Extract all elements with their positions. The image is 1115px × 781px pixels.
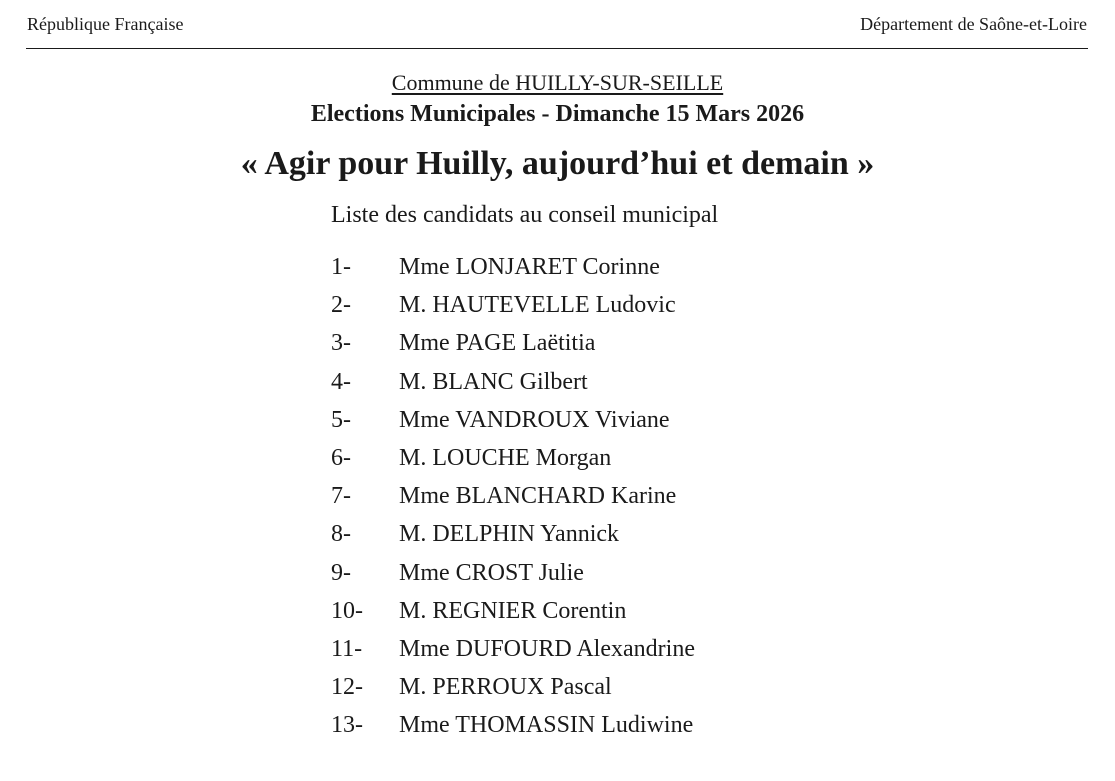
candidate-number: 8- bbox=[331, 521, 351, 548]
candidate-item bbox=[331, 292, 695, 330]
header-divider bbox=[26, 48, 1088, 49]
candidate-name: Mme VANDROUX Viviane bbox=[399, 406, 670, 433]
candidate-item bbox=[331, 483, 695, 521]
candidate-item bbox=[331, 369, 695, 407]
commune-title: Commune de HUILLY-SUR-SEILLE bbox=[391, 70, 724, 95]
candidate-item bbox=[331, 598, 695, 636]
candidate-number: 12- bbox=[331, 674, 363, 701]
candidate-number: 9- bbox=[331, 559, 351, 586]
candidate-number: 6- bbox=[331, 444, 351, 471]
candidate-number: 2- bbox=[331, 292, 351, 319]
candidates-list-title: Liste des candidats au conseil municipal bbox=[331, 202, 719, 228]
candidate-number: 1- bbox=[331, 254, 351, 280]
candidate-item bbox=[331, 521, 695, 559]
candidate-name: M. DELPHIN Yannick bbox=[399, 521, 620, 548]
candidate-item bbox=[331, 674, 695, 712]
candidate-number: 10- bbox=[331, 597, 363, 624]
candidate-item bbox=[331, 407, 695, 445]
candidate-number: 5- bbox=[331, 406, 351, 433]
candidate-name: M. BLANC Gilbert bbox=[399, 368, 588, 395]
candidate-item bbox=[331, 560, 695, 598]
candidate-item bbox=[331, 254, 695, 292]
candidate-name: M. PERROUX Pascal bbox=[399, 674, 612, 701]
candidate-item bbox=[331, 445, 695, 483]
candidate-name: Mme CROST Julie bbox=[399, 559, 584, 586]
candidate-number: 7- bbox=[331, 483, 351, 510]
elections-title: Elections Municipales - Dimanche 15 Mars 2026 bbox=[310, 101, 805, 127]
header-departement: Département de Saône-et-Loire bbox=[860, 14, 1087, 34]
header-republique: République Française bbox=[27, 14, 184, 34]
candidate-item bbox=[331, 712, 695, 750]
candidate-name: Mme BLANCHARD Karine bbox=[399, 483, 677, 510]
candidate-name: Mme DUFOURD Alexandrine bbox=[399, 635, 695, 662]
candidate-number: 3- bbox=[331, 330, 351, 357]
candidate-item bbox=[331, 636, 695, 674]
candidate-number: 13- bbox=[331, 712, 363, 739]
candidate-name: Mme THOMASSIN Ludiwine bbox=[399, 712, 694, 739]
list-slogan: « Agir pour Huilly, aujourd’hui et demain » bbox=[240, 145, 875, 182]
candidate-name: M. HAUTEVELLE Ludovic bbox=[399, 292, 676, 319]
candidate-number: 4- bbox=[331, 368, 351, 395]
candidate-item bbox=[331, 330, 695, 368]
candidate-name: Mme LONJARET Corinne bbox=[399, 254, 660, 280]
candidate-name: M. LOUCHE Morgan bbox=[399, 444, 612, 471]
candidates-list bbox=[331, 254, 695, 750]
candidate-number: 11- bbox=[331, 635, 363, 662]
candidate-name: M. REGNIER Corentin bbox=[399, 597, 627, 624]
candidate-name: Mme PAGE Laëtitia bbox=[399, 330, 596, 357]
